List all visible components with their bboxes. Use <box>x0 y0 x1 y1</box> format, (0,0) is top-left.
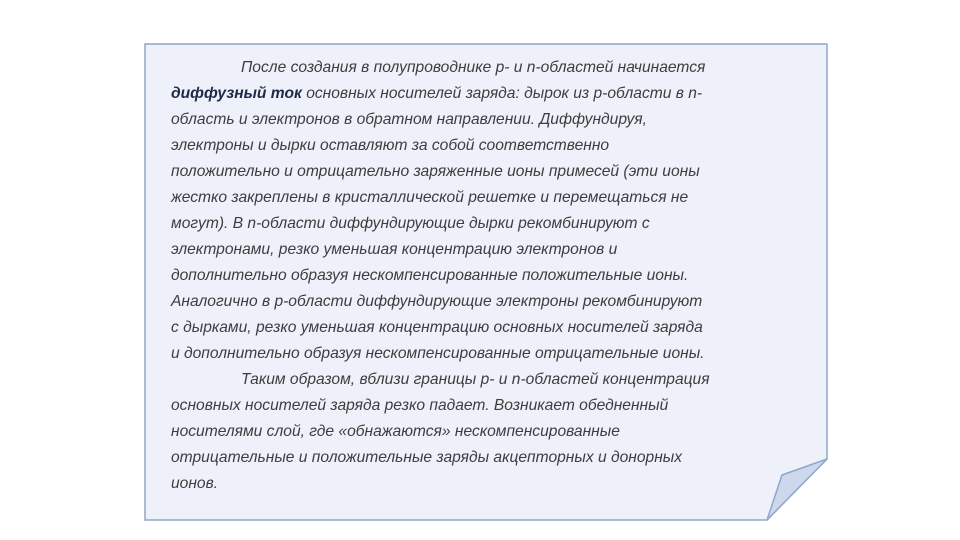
paragraph-1-line-2-rest: основных носителей заряда: дырок из p-области в n- <box>301 85 703 102</box>
paragraph-1-line: и дополнительно образуя нескомпенсированные отрицательные ионы. <box>171 345 705 362</box>
paragraph-1-line: электроны и дырки оставляют за собой соответственно <box>171 137 610 154</box>
paragraph-1-line: электронами, резко уменьшая концентрацию электронов и <box>171 241 618 258</box>
paragraph-2-line: ионов. <box>171 475 219 492</box>
paragraph-1-line: с дырками, резко уменьшая концентрацию основных носителей заряда <box>171 319 703 336</box>
paragraph-1-line-1: После создания в полупроводнике p- и n-областей начинается <box>241 59 706 76</box>
note-card <box>144 43 828 521</box>
paragraph-2-line: Таким образом, вблизи границы p- и n-областей концентрация <box>241 371 710 388</box>
paragraph-1-line-2 <box>171 81 811 107</box>
paragraph-1-line: жестко закреплены в кристаллической решетке и перемещаться не <box>171 189 689 206</box>
paragraph-2-line: носителями слой, где «обнажаются» нескомпенсированные <box>171 423 620 440</box>
paragraph-1-line: положительно и отрицательно заряженные ионы примесей (эти ионы <box>171 163 700 180</box>
bold-term: диффузный ток <box>171 85 302 102</box>
note-text <box>171 55 811 497</box>
paragraph-2-line: основных носителей заряда резко падает. Возникает обедненный <box>171 397 669 414</box>
paragraph-1-line: область и электронов в обратном направлении. Диффундируя, <box>171 111 647 128</box>
paragraph-1-line: Аналогично в p-области диффундирующие электроны рекомбинируют <box>171 293 703 310</box>
paragraph-1-line: дополнительно образуя нескомпенсированные положительные ионы. <box>171 267 689 284</box>
paragraph-2-line: отрицательные и положительные заряды акцепторных и донорных <box>171 449 683 466</box>
paragraph-1-line: могут). В n-области диффундирующие дырки рекомбинируют с <box>171 215 650 232</box>
